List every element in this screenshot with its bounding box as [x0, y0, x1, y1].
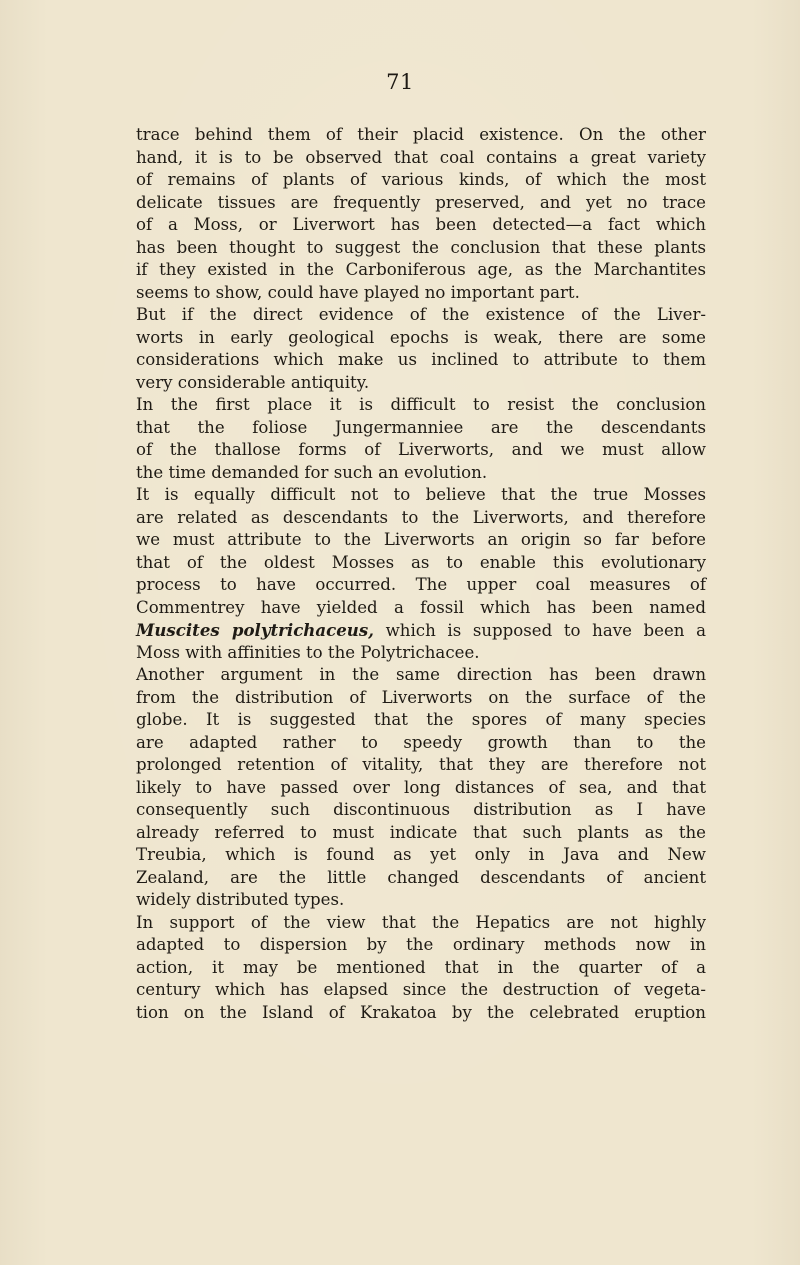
text-line: has been thought to suggest the conclusion that these plants	[136, 237, 706, 257]
body-text	[136, 124, 706, 1024]
text-line: process to have occurred. The upper coal measures of	[136, 575, 706, 594]
text-line: delicate tissues are frequently preserved, and yet no trace	[136, 192, 706, 212]
text-line: It is equally difficult not to believe that the true Mosses	[136, 485, 706, 504]
text-line: century which has elapsed since the destruction of vegeta-	[136, 980, 706, 999]
text-line: likely to have passed over long distances of sea, and that	[136, 777, 706, 797]
text-line: are adapted rather to speedy growth than to the	[136, 732, 706, 752]
text-line: action, it may be mentioned that in the quarter of a	[136, 957, 706, 977]
text-line: prolonged retention of vitality, that they are therefore not	[136, 755, 706, 774]
text-line: of the thallose forms of Liverworts, and we must allow	[136, 440, 706, 459]
text-line: Treubia, which is found as yet only in Java and New	[136, 845, 706, 864]
text-line: adapted to dispersion by the ordinary methods now in	[136, 935, 706, 954]
text-line: Zealand, are the little changed descendants of ancient	[136, 867, 706, 887]
text-line: tion on the Island of Krakatoa by the celebrated eruption	[136, 1002, 706, 1022]
text-line: considerations which make us inclined to attribute to them	[136, 350, 706, 369]
text-line: In the first place it is difficult to resist the conclusion	[136, 395, 706, 414]
text-line: of a Moss, or Liverwort has been detected—a fact which	[136, 215, 706, 234]
text-line-italic-species	[136, 619, 706, 642]
text-line: Moss with affinities to the Polytrichacee.	[136, 642, 480, 662]
text-line: But if the direct evidence of the existence of the Liver-	[136, 305, 706, 324]
text-line: from the distribution of Liverworts on the surface of the	[136, 687, 706, 707]
text-line: hand, it is to be observed that coal contains a great variety	[136, 147, 706, 167]
species-name: Muscites polytrichaceus,	[136, 620, 374, 640]
text-line: worts in early geological epochs is weak, there are some	[136, 327, 706, 347]
text-line: very considerable antiquity.	[136, 372, 370, 392]
text-line: globe. It is suggested that the spores of many species	[136, 710, 706, 729]
text-line: consequently such discontinuous distribution as I have	[136, 800, 706, 819]
page-number: 71	[386, 70, 414, 94]
text-line: Commentrey have yielded a fossil which has been named	[136, 597, 706, 617]
text-line: the time demanded for such an evolution.	[136, 462, 488, 482]
text-line: if they existed in the Carboniferous age, as the Marchantites	[136, 260, 706, 279]
text-line: we must attribute to the Liverworts an origin so far before	[136, 530, 706, 549]
text-line: are related as descendants to the Liverworts, and therefore	[136, 507, 706, 527]
text-line: of remains of plants of various kinds, of which the most	[136, 170, 706, 189]
text-line: that the foliose Jungermanniee are the descendants	[136, 417, 706, 437]
text-line: Another argument in the same direction has been drawn	[136, 665, 706, 684]
text-line: In support of the view that the Hepatics are not highly	[136, 912, 706, 932]
text-line: widely distributed types.	[136, 890, 345, 909]
text-line: trace behind them of their placid existence. On the other	[136, 125, 706, 144]
text-line: seems to show, could have played no important part.	[136, 282, 580, 302]
text-line: that of the oldest Mosses as to enable this evolutionary	[136, 552, 706, 572]
text-line: already referred to must indicate that such plants as the	[136, 822, 706, 842]
species-line-rest: which is supposed to have been a	[373, 621, 706, 640]
